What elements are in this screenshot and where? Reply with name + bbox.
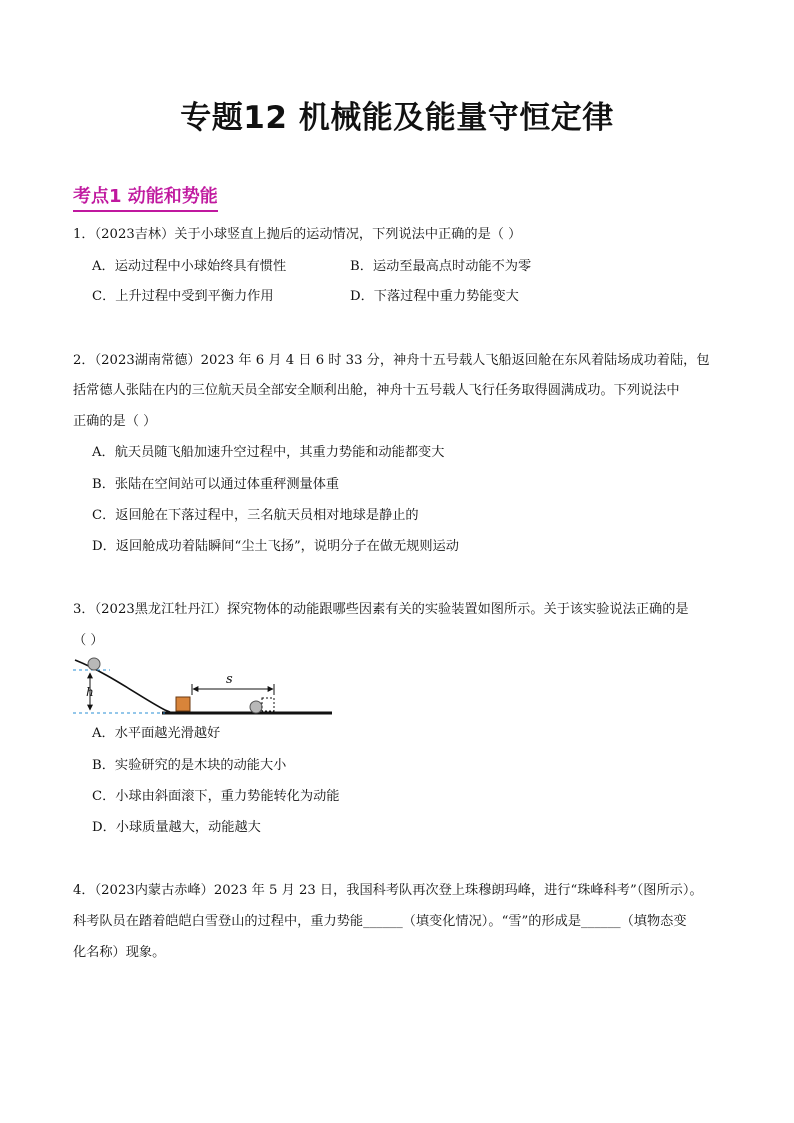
question-3-option-c: C．小球由斜面滚下，重力势能转化为动能: [92, 789, 340, 804]
question-4-line-2: 科考队员在踏着皑皑白雪登山的过程中，重力势能______（填变化情况）。“雪”的形成是______（填物态变: [73, 914, 687, 929]
distance-label: s: [226, 672, 233, 687]
question-1-option-d: D．下落过程中重力势能变大: [350, 289, 519, 304]
height-label: h: [86, 685, 94, 699]
question-3-figure: [70, 652, 336, 718]
page-title: 专题12 机械能及能量守恒定律: [180, 100, 614, 136]
question-1-option-b: B．运动至最高点时动能不为零: [350, 259, 532, 274]
question-4-line-1: 4．（2023内蒙古赤峰）2023 年 5 月 23 日，我国科考队再次登上珠穆朗玛峰，进行“珠峰科考”（图所示）。: [73, 883, 703, 898]
question-2-option-d: D．返回舱成功着陆瞬间“尘土飞扬”，说明分子在做无规则运动: [92, 539, 459, 554]
question-3-option-a: A．水平面越光滑越好: [92, 726, 221, 741]
question-1-stem: 1．（2023吉林）关于小球竖直上抛后的运动情况，下列说法中正确的是（ ）: [73, 227, 522, 242]
wood-block-end: [262, 698, 274, 711]
question-1-option-c: C．上升过程中受到平衡力作用: [92, 289, 274, 304]
question-2-line-2: 括常德人张陆在内的三位航天员全部安全顺利出舱，神舟十五号载人飞行任务取得圆满成功。下列说法中: [73, 383, 680, 398]
ball-on-incline: [88, 658, 100, 670]
question-3-option-d: D．小球质量越大，动能越大: [92, 820, 261, 835]
question-2-option-a: A．航天员随飞船加速升空过程中，其重力势能和动能都变大: [92, 445, 445, 460]
section-heading: 考点1 动能和势能: [73, 186, 218, 212]
question-3-line-1: 3．（2023黑龙江牡丹江）探究物体的动能跟哪些因素有关的实验装置如图所示。关于该实验说法正确的是: [73, 602, 689, 617]
wood-block-start: [176, 697, 190, 711]
question-2-option-c: C．返回舱在下落过程中，三名航天员相对地球是静止的: [92, 508, 419, 523]
question-4-line-3: 化名称）现象。: [73, 945, 166, 960]
question-3-line-2: （ ）: [73, 633, 104, 648]
question-2-line-3: 正确的是（ ）: [73, 414, 157, 429]
question-3-option-b: B．实验研究的是木块的动能大小: [92, 758, 287, 773]
question-2-option-b: B．张陆在空间站可以通过体重秤测量体重: [92, 477, 340, 492]
question-2-line-1: 2．（2023湖南常德）2023 年 6 月 4 日 6 时 33 分，神舟十五号载人飞船返回舱在东风着陆场成功着陆，包: [73, 353, 710, 368]
question-1-option-a: A．运动过程中小球始终具有惯性: [92, 259, 287, 274]
ball-at-end: [250, 701, 262, 713]
